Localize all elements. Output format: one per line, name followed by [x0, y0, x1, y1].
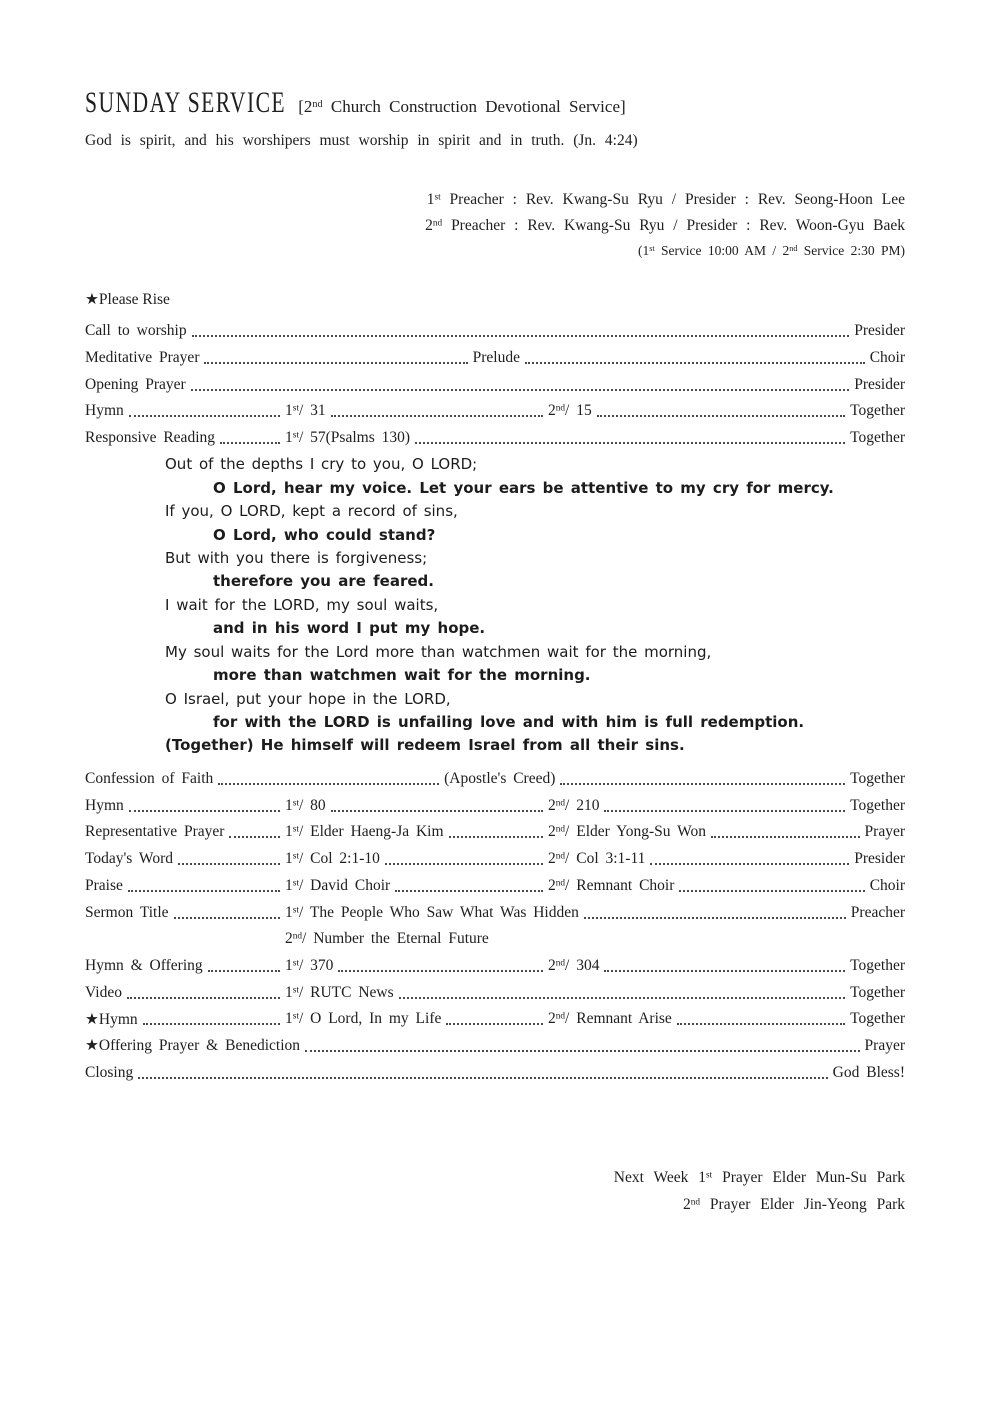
order-row: [85, 1033, 905, 1060]
row-label: Call to worship: [85, 322, 187, 340]
leader-dots: [220, 442, 280, 444]
leader-dots: [415, 442, 845, 444]
row-part-1: 1st/ 31: [285, 402, 326, 420]
next-week-line-2: 2nd Prayer Elder Jin-Yeong Park: [683, 1195, 905, 1213]
row-label: Today's Word: [85, 850, 173, 868]
row-part-1: 1st/ Elder Haeng-Ja Kim: [285, 823, 444, 841]
leader-dots: [385, 863, 543, 865]
row-right: Together: [850, 983, 905, 1001]
next-week-line-1: Next Week 1st Prayer Elder Mun-Su Park: [613, 1168, 905, 1186]
row-right: Preacher: [850, 903, 905, 921]
row-part-1: 1st/ Col 2:1-10: [285, 850, 380, 868]
scripture-subtitle: God is spirit, and his worshipers must worship in spirit and in truth. (Jn. 4:24): [85, 132, 638, 149]
row-part-1: 1st/ 370: [285, 956, 334, 974]
row-label-cell: [85, 797, 285, 815]
row-second-service-cell: [548, 402, 850, 420]
row-part-2: 2nd/ 15: [548, 402, 592, 420]
row-second-service-cell: [548, 797, 850, 815]
row-part-2: 2nd/ Remnant Choir: [548, 876, 675, 894]
preacher-line-2: 2nd Preacher : Rev. Kwang-Su Ryu / Presider : Rev. Woon-Gyu Baek: [425, 217, 905, 234]
row-label: Closing: [85, 1063, 134, 1081]
leader-dots: [208, 970, 280, 972]
order-of-service-part-2: [85, 766, 905, 1086]
reading-line: more than watchmen wait for the morning.: [213, 666, 591, 685]
row-right: Presider: [854, 850, 905, 868]
leader-dots: [679, 890, 864, 892]
row-first-service-cell: [285, 402, 548, 420]
reading-line: for with the LORD is unfailing love and with him is full redemption.: [213, 712, 805, 731]
order-row: [85, 792, 905, 819]
leader-dots: [229, 836, 280, 838]
row-label-cell: [85, 1010, 285, 1029]
leader-dots: [128, 890, 280, 892]
leader-dots: [650, 863, 849, 865]
row-right: Together: [850, 402, 905, 420]
row-label: Sermon Title: [85, 903, 169, 921]
order-row: [85, 425, 905, 452]
row-second-service-cell: [548, 957, 850, 975]
leader-dots: [331, 810, 543, 812]
row-right: God Bless!: [832, 1063, 905, 1081]
row-label-cell: [85, 984, 285, 1002]
reading-line: O Lord, who could stand?: [213, 525, 436, 544]
row-label: Confession of Faith: [85, 770, 214, 788]
leader-dots: [677, 1023, 845, 1025]
page-title: [85, 88, 905, 123]
row-first-service-cell: [285, 877, 548, 895]
row-label: ★Offering Prayer & Benediction: [85, 1037, 301, 1055]
next-week-block: [85, 1164, 905, 1218]
title-bracket-text: [2nd Church Construction Devotional Service]: [298, 97, 626, 116]
row-right: Choir: [869, 876, 905, 894]
order-row: [85, 872, 905, 899]
order-row: [85, 846, 905, 873]
row-label-cell: [85, 402, 285, 420]
row-part-2: 2nd/ Elder Yong-Su Won: [548, 823, 707, 841]
leader-dots: [192, 335, 850, 337]
row-right: Together: [850, 1010, 905, 1028]
row-part-1: 1st/ David Choir: [285, 876, 391, 894]
leader-dots: [399, 997, 845, 999]
row-second-service-cell: [548, 823, 865, 841]
row-first-service-cell: [285, 1010, 548, 1028]
row-label: Responsive Reading: [85, 429, 215, 447]
row-part-2: 2nd/ Number the Eternal Future: [285, 930, 489, 948]
leader-dots: [525, 362, 865, 364]
row-label: Video: [85, 983, 122, 1001]
row-part-1: 1st/ 57(Psalms 130): [285, 429, 411, 447]
title-text: SUNDAY SERVICE: [85, 86, 287, 119]
row-part-1: 1st/ The People Who Saw What Was Hidden: [285, 903, 579, 921]
leader-dots: [178, 863, 280, 865]
leader-dots: [174, 917, 280, 919]
row-part-2: 2nd/ Remnant Arise: [548, 1010, 672, 1028]
leader-dots: [604, 970, 845, 972]
order-row: [85, 926, 905, 953]
reading-line: and in his word I put my hope.: [213, 619, 486, 638]
order-row: [85, 1006, 905, 1033]
leader-dots: [143, 1023, 280, 1025]
leader-dots: [191, 389, 849, 391]
row-label-cell: [85, 850, 285, 868]
leader-dots: [395, 890, 543, 892]
reading-line: My soul waits for the Lord more than watchmen wait for the morning,: [165, 642, 712, 661]
row-right: Together: [850, 796, 905, 814]
row-label-cell: [85, 877, 285, 895]
order-row: [85, 345, 905, 372]
row-label-cell: [85, 429, 285, 447]
row-first-service-cell: [285, 823, 548, 841]
row-label: Opening Prayer: [85, 375, 186, 393]
row-right: Prayer: [864, 823, 905, 841]
order-row: [85, 1059, 905, 1086]
reading-line: If you, O LORD, kept a record of sins,: [165, 502, 458, 521]
leader-dots: [711, 836, 860, 838]
row-first-service-cell: [285, 797, 548, 815]
row-first-service-cell: [285, 957, 548, 975]
order-row: [85, 979, 905, 1006]
leader-dots: [597, 415, 845, 417]
row-part-1: 1st/ RUTC News: [285, 983, 394, 1001]
order-row: [85, 953, 905, 980]
row-label: Praise: [85, 876, 123, 894]
row-label-cell: [85, 823, 285, 841]
row-right: Presider: [854, 322, 905, 340]
leader-dots: [584, 917, 846, 919]
row-second-service-cell: [548, 850, 854, 868]
row-part-2: 2nd/ 210: [548, 796, 600, 814]
row-first-service-cell: [285, 850, 548, 868]
reading-line: But with you there is forgiveness;: [165, 549, 428, 568]
row-right: Together: [850, 956, 905, 974]
responsive-reading-block: [85, 451, 905, 765]
reading-line: O Israel, put your hope in the LORD,: [165, 689, 451, 708]
leader-dots: [446, 1023, 543, 1025]
row-label: Hymn & Offering: [85, 956, 203, 974]
please-rise-note: ★Please Rise: [85, 291, 170, 308]
order-row: [85, 899, 905, 926]
row-right: Presider: [854, 375, 905, 393]
leader-dots: [604, 810, 845, 812]
row-right: Prayer: [864, 1036, 905, 1054]
leader-dots: [129, 415, 280, 417]
row-label-cell: [85, 904, 285, 922]
row-second-service-cell: [548, 877, 870, 895]
leader-dots: [338, 970, 543, 972]
row-right: Together: [850, 429, 905, 447]
row-label: Representative Prayer: [85, 823, 225, 841]
leader-dots: [560, 783, 845, 785]
row-second-service-cell: [548, 1010, 850, 1028]
reading-line: (Together) He himself will redeem Israel from all their sins.: [165, 736, 685, 755]
row-mid: (Apostle's Creed): [444, 770, 556, 788]
leader-dots: [331, 415, 543, 417]
reading-line: O Lord, hear my voice. Let your ears be attentive to my cry for mercy.: [213, 478, 834, 497]
order-row: [85, 318, 905, 345]
row-part-1: 1st/ O Lord, In my Life: [285, 1010, 442, 1028]
leader-dots: [127, 997, 280, 999]
leader-dots: [218, 783, 439, 785]
row-label: Hymn: [85, 796, 124, 814]
row-label: ★Hymn: [85, 1010, 138, 1028]
reading-line: Out of the depths I cry to you, O LORD;: [165, 455, 478, 474]
service-times: (1st Service 10:00 AM / 2nd Service 2:30 PM): [638, 243, 905, 258]
row-label-cell: [85, 957, 285, 975]
leader-dots: [204, 362, 467, 364]
row-mid: Prelude: [472, 349, 520, 367]
order-row: [85, 766, 905, 793]
leader-dots: [449, 836, 543, 838]
row-part-1: 1st/ 80: [285, 796, 326, 814]
row-label: Meditative Prayer: [85, 349, 200, 367]
leader-dots: [129, 810, 280, 812]
leader-dots: [138, 1077, 827, 1079]
order-row: [85, 398, 905, 425]
row-right: Together: [850, 770, 905, 788]
order-row: [85, 371, 905, 398]
order-row: [85, 819, 905, 846]
row-label: Hymn: [85, 402, 124, 420]
reading-line: therefore you are feared.: [213, 572, 434, 591]
reading-line: I wait for the LORD, my soul waits,: [165, 595, 439, 614]
preacher-block: [85, 187, 905, 239]
row-part-2: 2nd/ 304: [548, 956, 600, 974]
leader-dots: [305, 1050, 860, 1052]
order-of-service-part-1: [85, 318, 905, 451]
row-part-2: 2nd/ Col 3:1-11: [548, 850, 646, 868]
preacher-line-1: 1st Preacher : Rev. Kwang-Su Ryu / Presider : Rev. Seong-Hoon Lee: [426, 191, 905, 208]
row-right: Choir: [869, 349, 905, 367]
